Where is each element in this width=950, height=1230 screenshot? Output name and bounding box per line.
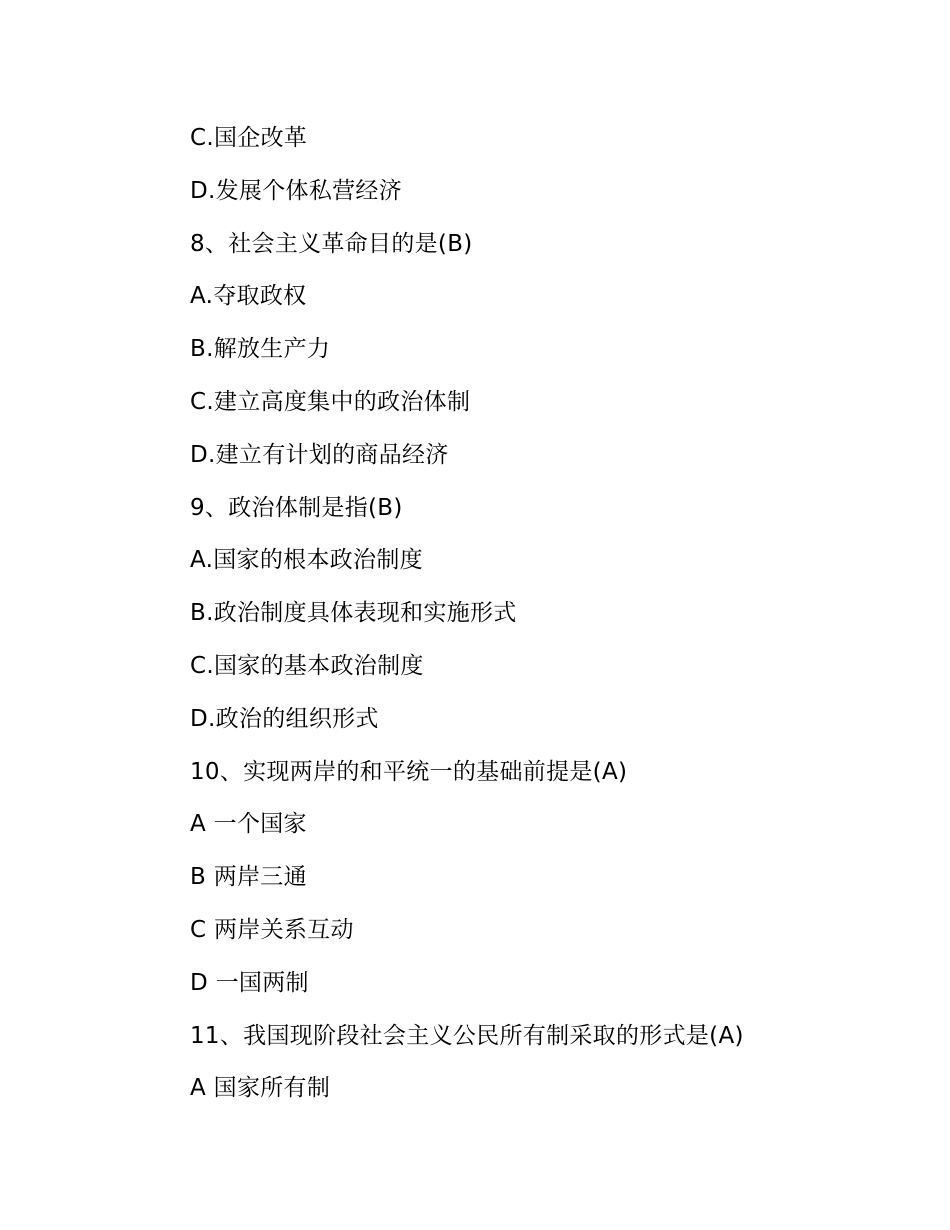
option-line: A 一个国家 <box>190 811 307 838</box>
question-line: 10、实现两岸的和平统一的基础前提是(A) <box>190 758 628 785</box>
option-line: B.解放生产力 <box>190 336 331 363</box>
option-line: B 两岸三通 <box>190 864 307 891</box>
option-line: A.夺取政权 <box>190 283 307 310</box>
option-line: C.国企改革 <box>190 125 308 151</box>
option-line: A.国家的根本政治制度 <box>190 547 423 574</box>
option-line: B.政治制度具体表现和实施形式 <box>190 600 517 627</box>
question-line: 8、社会主义革命目的是(B) <box>190 230 473 257</box>
option-line: A 国家所有制 <box>190 1075 331 1102</box>
option-line: D.建立有计划的商品经济 <box>190 441 449 468</box>
question-line: 9、政治体制是指(B) <box>190 494 403 521</box>
question-list <box>190 118 910 1121</box>
option-line: C.建立高度集中的政治体制 <box>190 388 471 415</box>
question-line: 11、我国现阶段社会主义公民所有制采取的形式是(A) <box>190 1022 744 1049</box>
option-line: C.国家的基本政治制度 <box>190 652 424 679</box>
option-line: D.发展个体私营经济 <box>190 177 403 204</box>
option-line: D 一国两制 <box>190 969 309 996</box>
option-line: C 两岸关系互动 <box>190 916 354 943</box>
option-line: D.政治的组织形式 <box>190 705 379 732</box>
